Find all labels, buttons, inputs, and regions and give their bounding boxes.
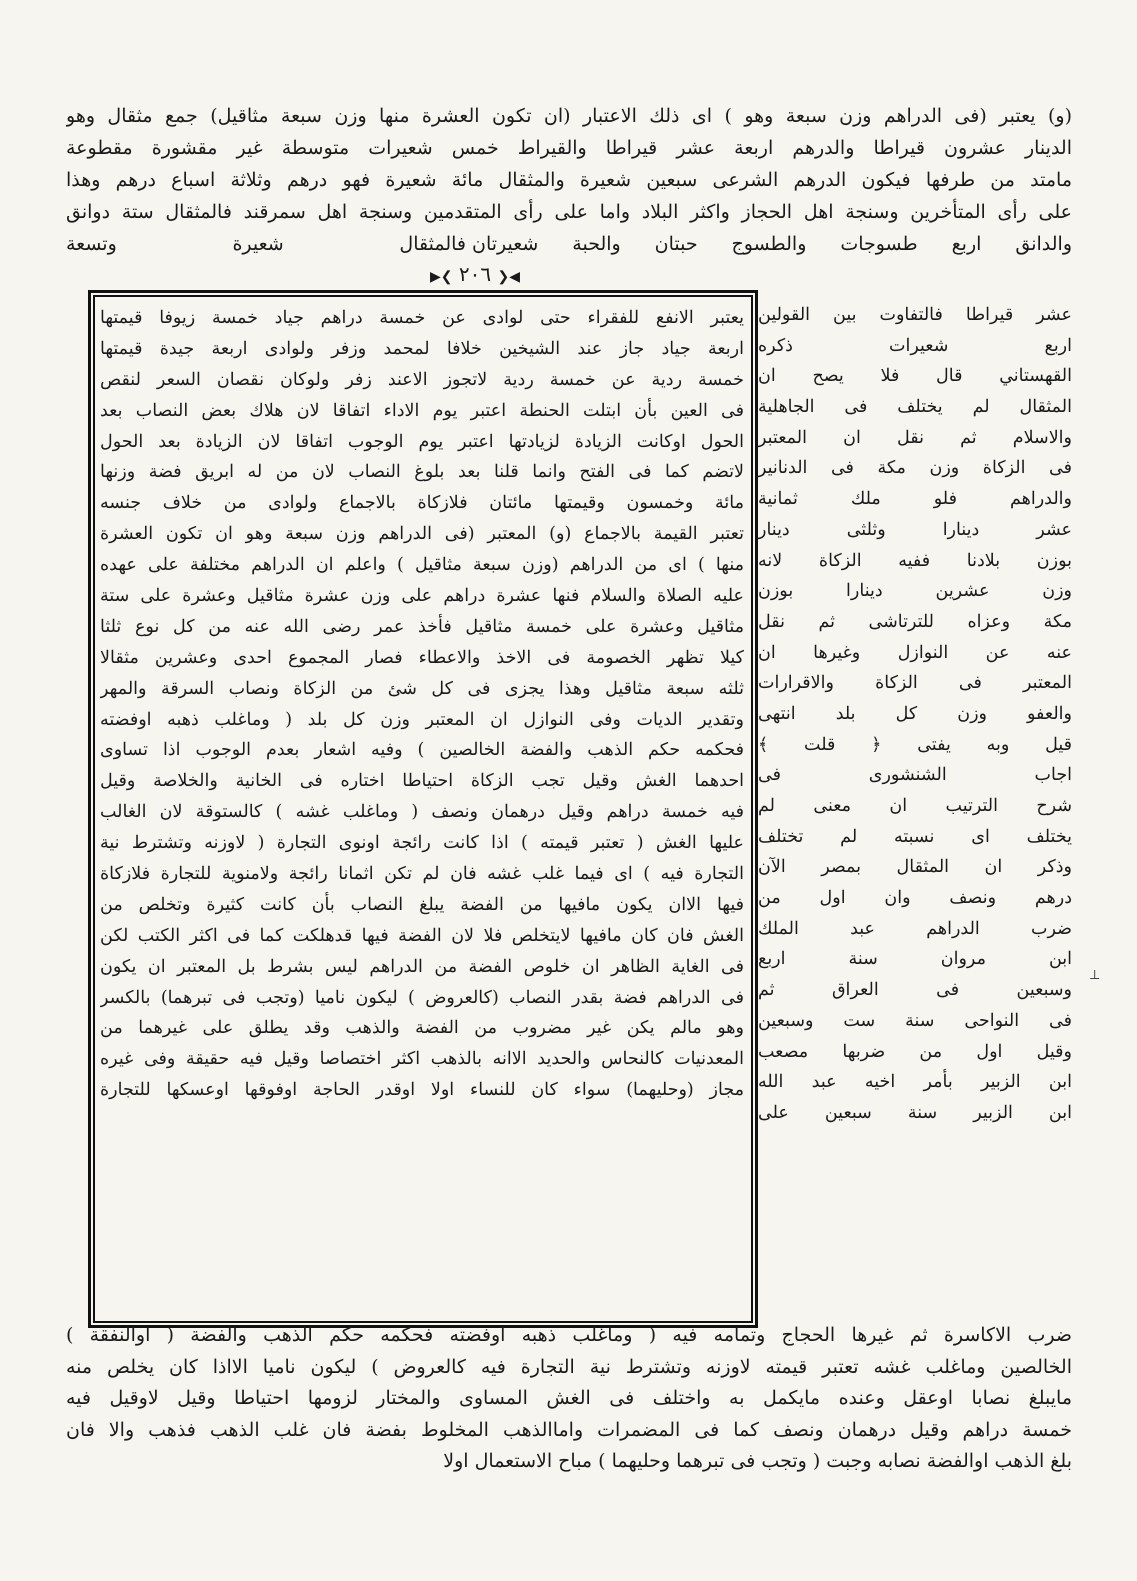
text-line: ابن الزبير سنة سبعين على — [758, 1102, 1072, 1123]
text-line: يختلف اى نسبته لم تختلف — [758, 826, 1072, 847]
text-line: المثقال لم يختلف فى الجاهلية — [758, 397, 1072, 418]
text-line: المعدنيات كالنحاس والحديد الاانه بالذهب اكثر اختصاصا وقيل فيه حقيقة وفى غيره — [100, 1049, 744, 1070]
text-line-right-part: والدانق اربع طسوجات والطسوج حبتان والحبة شعيرتان — [472, 233, 1072, 255]
text-line: عليه الصلاة والسلام فنها عشرة دراهم على وزن عشرة مثاقيل وعشرة على ستة — [100, 586, 744, 607]
text-line: ثلثه سبعة مثاقيل وهذا يجزى فى كل شئ من الزكاة ونصاب السرقة والمهر — [100, 678, 744, 699]
text-line: وهو مالم يكن غير مضروب من الفضة والذهب وقد يطلق على غيرهما من — [100, 1018, 744, 1039]
text-line: اربع شعيرات ذكره — [758, 335, 1072, 356]
text-line: بلغ الذهب اوالفضة نصابه وجبت ( وتجب فى تبرهما وحليهما ) مباح الاستعمال اولا — [443, 1450, 1072, 1472]
text-line: خمسة دراهم وقيل درهمان ونصف كما فى المضمرات واماالذهب المخلوط بفضة فان غلب الذهب فذهب والا فان — [66, 1418, 1072, 1441]
text-line: درهم ونصف وان اول من — [758, 888, 1072, 909]
text-line: الحول اوكانت الزيادة لزيادتها اعتبر يوم الوجوب اتفاقا لان الزيادة بعد الحول — [100, 431, 744, 452]
text-line-with-page-number — [66, 228, 1072, 260]
text-line: فى العين بأن ابتلت الحنطة اعتبر يوم الاداء اتفاقا لان هلاك بعض النصاب بعد — [100, 400, 744, 421]
text-line: وسبعين فى العراق ثم — [758, 980, 1072, 1001]
text-line: التجارة فيه ) اى فيما غلب غشه فان لم تكن اثمانا رائجة ولامنوية للتجارة فلازكاة — [100, 864, 744, 885]
text-line: تعتبر القيمة بالاجماع (و) المعتبر (فى الدراهم وزن سبعة وهو ان تكون العشرة — [100, 524, 744, 545]
text-line: ضرب الدراهم عبد الملك — [758, 918, 1072, 939]
text-line: اجاب الشنشورى فى — [758, 765, 1072, 786]
text-line: قيل وبه يفتى ﴿ قلت ﴾ — [758, 734, 1072, 755]
text-line: كيلا تظهر الخصومة فى الاخذ والاعطاء فصار المجموع احدى وعشرين مثقالا — [100, 647, 744, 668]
text-line: لاتضم كما فى الفتح وانما قلنا بعد بلوغ النصاب لان من له ابريق فضة وزنها — [100, 462, 744, 483]
text-line: فيها الاان يكون مافيها من الفضة يبلغ النصاب بأن كانت كثيرة وتخلص من — [100, 894, 744, 915]
text-line: فى الغاية الظاهر ان خلوص الفضة من الدراهم ليس بشرط بل المعتبر ان يكون — [100, 956, 744, 977]
text-line: عشر دينارا وثلثى دينار — [758, 519, 1072, 540]
text-line: وتقدير الديات وفى النوازل ان المعتبر وزن كل بلد ( وماغلب ذهبه اوفضته — [100, 709, 744, 730]
text-line: مامتد من طرفها فيكون الدرهم الشرعى سبعين شعيرة والمثقال مائة شعيرة فهو درهم وثلاثة اسباع درهم وهذا — [66, 169, 1072, 191]
text-line: الغش فان كان مافيها لايتخلص فلا لان الفضة فيها قدهلكت كما فى اكثر الكتب لكن — [100, 925, 744, 946]
text-line: اربعة جياد جاز عند الشيخين خلافا لمحمد وزفر ولوادى اربعة جيدة قيمتها — [100, 338, 744, 359]
text-line: فى الدراهم فضة بقدر النصاب (كالعروض ) ليكون ناميا (وتجب فى تبرهما) بالكسر — [100, 987, 744, 1008]
text-line: فحكمه حكم الذهب والفضة الخالصين ) وفيه اشعار بعدم الوجوب اذا تساوى — [100, 740, 744, 761]
margin-commentary — [758, 300, 1072, 1129]
text-line: مائة وخمسون وقيمتها مائتان فلازكاة بالاجماع ولوادى من خلاف جنسه — [100, 493, 744, 514]
text-line: يعتبر الانفع للفقراء حتى لوادى عن خمسة دراهم جياد خمسة زيوفا قيمتها — [100, 308, 744, 328]
text-line: فى النواحى سنة ست وسبعين — [758, 1010, 1072, 1031]
page-number-value: ٢٠٦ — [458, 262, 492, 286]
text-line: القهستاني قال فلا يصح ان — [758, 366, 1072, 387]
text-line: مجاز (وحليهما) سواء كان للنساء اولا اوقدر الحاجة اوفوقها اوعسكها للتجارة — [100, 1080, 744, 1101]
page-number — [430, 262, 520, 286]
text-line: الخالصين وماغلب غشه تعتبر قيمته لاوزنه وتشترط نية التجارة فيه كالعروض ) ليكون ناميا الااذا كان يخلص منه — [66, 1355, 1072, 1378]
text-line: منها ) اى من الدراهم (وزن سبعة مثاقيل ) واعلم ان الدراهم مختلفة على عهده — [100, 555, 744, 576]
text-line: المعتبر فى الزكاة والاقرارات — [758, 673, 1072, 694]
main-commentary-bottom — [66, 1320, 1072, 1478]
text-line: (و) يعتبر (فى الدراهم وزن سبعة وهو ) اى ذلك الاعتبار (ان تكون العشرة منها وزن سبعة مثاقيل) جمع مثقال وهو — [66, 105, 1072, 127]
text-line: شرح الترتيب ان معنى لم — [758, 796, 1072, 816]
text-line: الدينار عشرون قيراطا والدرهم اربعة عشر قيراطا والقيراط خمس شعيرات متوسطة غير مقشورة مقطوعة — [66, 137, 1072, 159]
right-ornament-icon: ❯▶ — [430, 269, 453, 285]
text-line: وزن عشرين دينارا بوزن — [758, 581, 1072, 602]
text-line: عليها الغش ( تعتبر قيمته ) اذا كانت رائجة اونوى التجارة ( لاوزنه وتشترط نية — [100, 833, 744, 854]
text-line: خمسة ردية عن خمسة ردية لاتجوز الاعند زفر ولوكان نقصان السعر لنقص — [100, 369, 744, 390]
text-line: مايبلغ نصابا اوعقل وعنده مايكمل به واختلف فى الغش المساوى والمختار لزومها احتياطا وقيل لاوقيل فيه — [66, 1387, 1072, 1409]
text-line: ابن مروان سنة اربع — [758, 949, 1072, 970]
left-ornament-icon: ◀❮ — [497, 269, 520, 285]
text-line: بوزن بلادنا ففيه الزكاة لانه — [758, 550, 1072, 571]
scan-mark: ⟂ — [1090, 967, 1100, 983]
text-line: ضرب الاكاسرة ثم غيرها الحجاج وتمامه فيه ( وماغلب ذهبه اوفضته فحكمه حكم الذهب والفضة ( اوالنفقة ) — [66, 1324, 1072, 1346]
text-line: ابن الزبير بأمر اخيه عبد الله — [758, 1072, 1072, 1093]
text-line: وقيل اول من ضربها مصعب — [758, 1041, 1072, 1062]
text-line: والعفو وزن كل بلد انتهى — [758, 703, 1072, 724]
text-line: عشر قيراطا فالتفاوت بين القولين — [758, 305, 1072, 325]
text-line: عنه عن النوازل وغيرها ان — [758, 642, 1072, 663]
text-line: مثاقيل وعشرة على خمسة مثاقيل فأخذ عمر رضى الله عنه من كل نوع ثلثا — [100, 616, 744, 637]
text-line: فيه خمسة دراهم وقيل درهمان ونصف ( وماغلب غشه ) كالستوقة لان الغالب — [100, 802, 744, 823]
text-line: احدهما الغش وقيل تجب الزكاة احتياطا اختاره فى الخانية والخلاصة وقيل — [100, 771, 744, 792]
text-line: والاسلام ثم نقل ان المعتبر — [758, 427, 1072, 448]
text-line: على رأى المتأخرين وسنجة اهل الحجاز واكثر البلاد واما على رأى المتقدمين وسنجة اهل سمرقند فالمثقال ستة دوانق — [66, 201, 1072, 223]
text-line: فى الزكاة وزن مكة فى الدنانير — [758, 458, 1072, 479]
text-line: مكة وعزاه للترتاشى ثم نقل — [758, 611, 1072, 632]
text-line: وذكر ان المثقال بمصر الآن — [758, 857, 1072, 878]
main-commentary-top — [66, 100, 1072, 260]
text-line: والدراهم فلو ملك ثمانية — [758, 489, 1072, 510]
text-line-left-part: فالمثقال شعيرة وتسعة — [66, 233, 466, 255]
inner-commentary — [100, 303, 744, 1106]
